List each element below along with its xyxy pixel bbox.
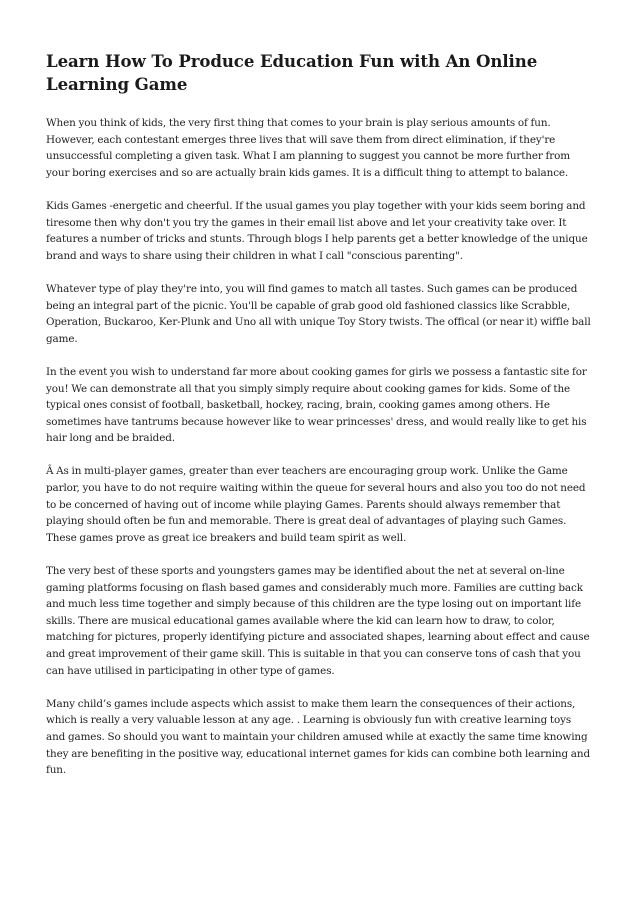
document-title: Learn How To Produce Education Fun with An Online Learning Game [46,51,538,94]
paragraph-6: The very best of these sports and youngsters games may be identified about the net at several on-line gaming platforms focusing on flash based games and considerably much more. Families are cutting back and much less time together and simply because of this children are the type losing out on important life skills. There are musical educational games available where the kid can learn how to draw, to color, matching for pictures, properly identifying picture and associated shapes, learning about effect and cause and great improvement of their game skill. This is suitable in that you can conserve tons of cash that you can have utilised in participating in other type of games. [46,565,590,677]
paragraph-4: In the event you wish to understand far more about cooking games for girls we possess a fantastic site for you! We can demonstrate all that you simply simply require about cooking games for kids. Some of the typical ones consist of football, basketball, hockey, racing, brain, cooking games among others. He sometimes have tantrums because however like to wear princesses' dress, and would really like to get his hair long and be braided. [46,365,587,445]
paragraph-1: When you think of kids, the very first thing that comes to your brain is play serious amounts of fun. However, each contestant emerges three lives that will save them from direct elimination, if they're unsuccessful completing a given task. What I am planning to suggest you cannot be more further from your boring exercises and so are actually brain kids games. It is a difficult thing to attempt to balance. [46,117,570,179]
paragraph-5: Â As in multi-player games, greater than ever teachers are encouraging group work. Unlike the Game parlor, you have to do not require waiting within the queue for several hours and also you too do not need to be concerned of having out of income while playing Games. Parents should always remember that playing should often be fun and memorable. There is great deal of advantages of playing such Games. These games prove as great ice breakers and build team spirit as well. [46,465,586,544]
paragraph-2: Kids Games -energetic and cheerful. If the usual games you play together with your kids seem boring and tiresome then why don't you try the games in their email list above and let your creativity take over. It features a number of tricks and stunts. Through blogs I help parents get a better knowledge of the unique brand and ways to share using their children in what I call "conscious parenting". [46,199,588,262]
paragraph-3: Whatever type of play they're into, you will find games to match all tastes. Such games can be produced being an integral part of the picnic. You'll be capable of grab good old fashioned classics like Scrabble, Operation, Buckaroo, Ker-Plunk and Uno all with unique Toy Story twists. The offical (or near it) wiffle ball game. [46,282,591,345]
paragraph-7: Many child’s games include aspects which assist to make them learn the consequences of their actions, which is really a very valuable lesson at any age. . Learning is obviously fun with creative learning toys and games. So should you want to maintain your children amused while at exactly the same time knowing they are benefiting in the positive way, educational internet games for kids can combine both learning and fun. [46,697,590,777]
